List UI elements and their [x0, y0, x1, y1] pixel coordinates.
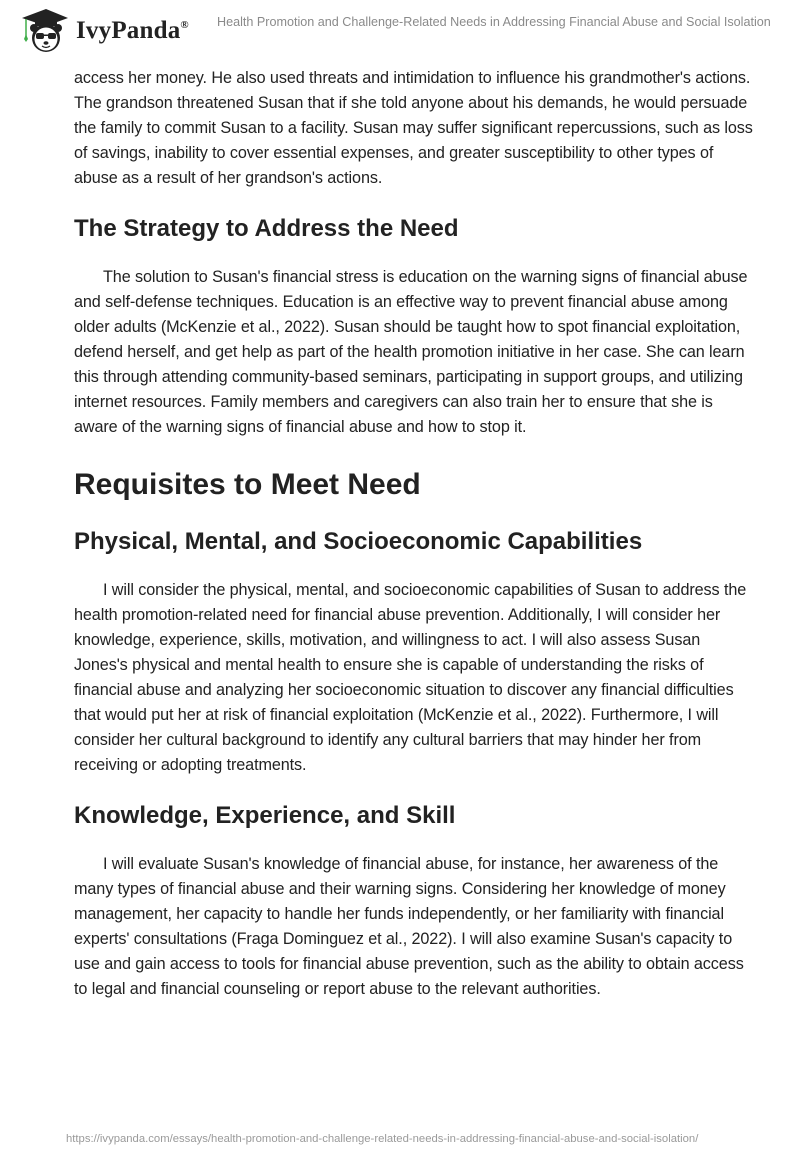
paragraph-knowledge: I will evaluate Susan's knowledge of financial abuse, for instance, her awareness of the many types of financial abuse and their warning signs. Considering her knowledge of money management, her capacity to handle her funds independently, or her familiarity with financial experts' consultations (Fraga Dominguez et al., 2022). I will also examine Susan's capacity to use and gain access to tools for financial abuse prevention, such as the ability to obtain access to legal and financial counseling or report abuse to the relevant authorities.: [74, 855, 744, 998]
panda-graduate-icon: [18, 6, 70, 54]
registered-mark: ®: [180, 19, 189, 31]
paragraph-strategy: The solution to Susan's financial stress is education on the warning signs of financial abuse and self-defense techniques. Education is an effective way to prevent financial abuse among older adults (McKenzie et al., 2022). Susan should be taught how to spot financial exploitation, defend herself, and get help as part of the health promotion initiative in her case. She can learn this through attending community-based seminars, participating in support groups, and utilizing internet resources. Family members and caregivers can also train her to ensure that she is aware of the warning signs of financial abuse and how to stop it.: [74, 268, 748, 436]
source-url[interactable]: https://ivypanda.com/essays/health-promotion-and-challenge-related-needs-in-addressing-financial-abuse-and-social-isolation/: [66, 1133, 699, 1145]
heading-requisites: Requisites to Meet Need: [74, 468, 421, 501]
essay-content: [74, 66, 754, 1002]
document-title: Health Promotion and Challenge-Related Needs in Addressing Financial Abuse and Social Isolation: [217, 15, 771, 29]
paragraph-continued: access her money. He also used threats and intimidation to influence his grandmother's actions. The grandson threatened Susan that if she told anyone about his demands, he would persuade the family to commit Susan to a facility. Susan may suffer significant repercussions, such as loss of savings, inability to cover essential expenses, and greater susceptibility to other types of abuse as a result of her grandson's actions.: [74, 69, 753, 187]
paragraph-physical-capabilities: I will consider the physical, mental, and socioeconomic capabilities of Susan to address the health promotion-related need for financial abuse prevention. Additionally, I will consider her knowledge, experience, skills, motivation, and willingness to act. I will also assess Susan Jones's physical and mental health to ensure she is capable of understanding the risks of financial abuse and analyzing her socioeconomic situation to discover any financial difficulties that would put her at risk of financial exploitation (McKenzie et al., 2022). Furthermore, I will consider her cultural background to identify any cultural barriers that may hinder her from receiving or adopting treatments.: [74, 581, 747, 774]
heading-physical-capabilities: Physical, Mental, and Socioeconomic Capabilities: [74, 528, 643, 555]
ivypanda-logo[interactable]: [18, 6, 189, 54]
logo-text: IvyPanda: [76, 17, 181, 44]
heading-strategy: The Strategy to Address the Need: [74, 215, 459, 242]
page-header: [0, 0, 800, 56]
heading-knowledge: Knowledge, Experience, and Skill: [74, 802, 456, 829]
